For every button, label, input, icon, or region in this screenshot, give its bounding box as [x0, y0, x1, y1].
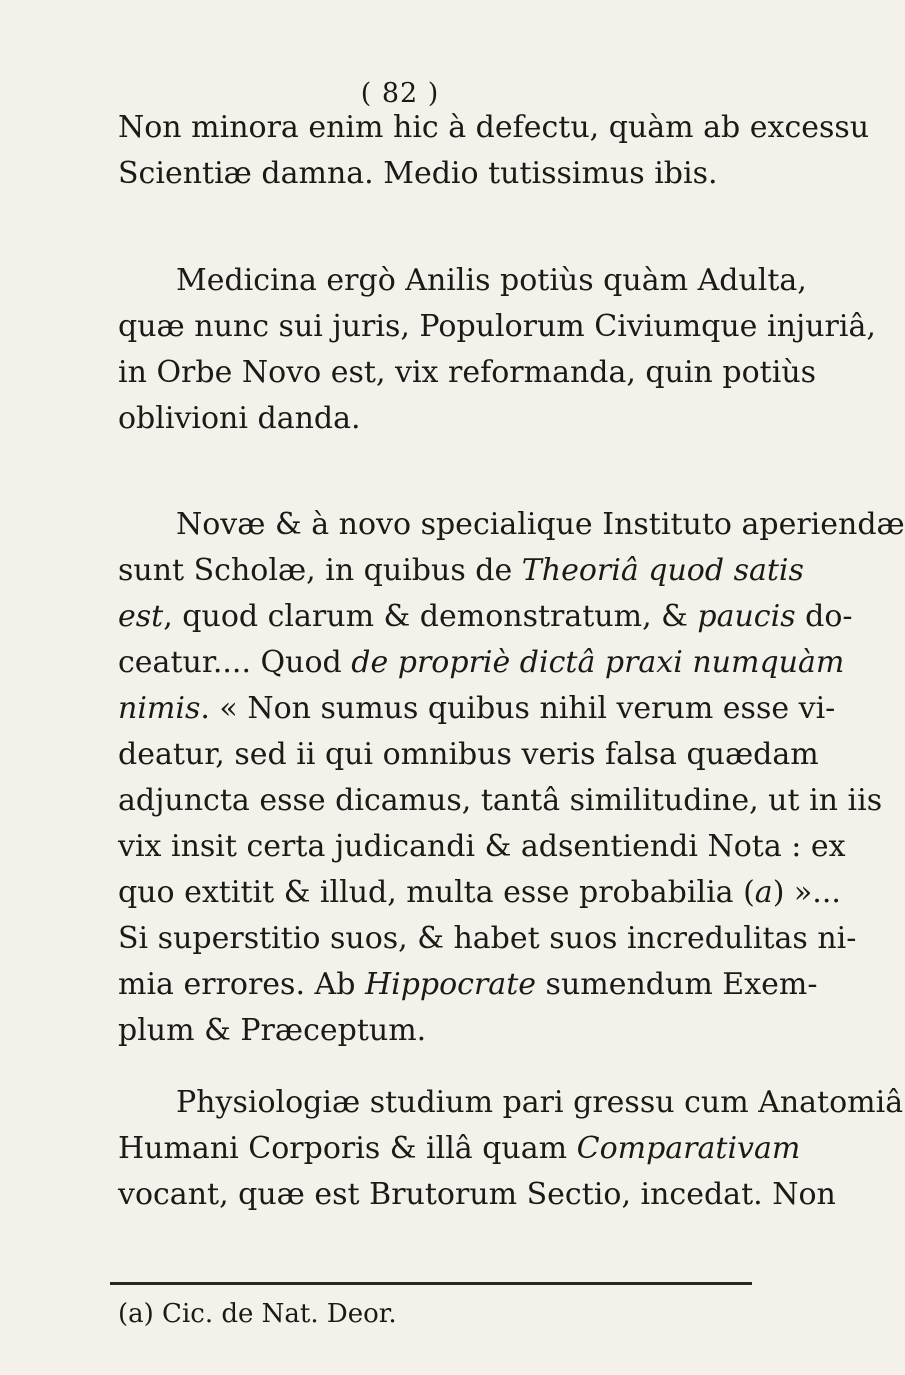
italic-text: est [118, 599, 164, 634]
paragraph-1 [118, 105, 870, 197]
text-line: Si superstitio suos, & habet suos incredulitas ni- [118, 921, 857, 956]
text-line: mia errores. Ab Hippocrate sumendum Exem- [118, 967, 818, 1002]
footnote: (a) Cic. de Nat. Deor. [118, 1299, 397, 1329]
text-line: sunt Scholæ, in quibus de Theoriâ quod satis [118, 553, 804, 588]
text-line: Humani Corporis & illâ quam Comparativam [118, 1131, 801, 1166]
text-line: plum & Præceptum. [118, 1013, 427, 1048]
italic-text: de propriè dictâ praxi numquàm [351, 645, 845, 680]
italic-text: Comparativam [576, 1131, 801, 1166]
italic-text: Theoriâ quod satis [521, 553, 804, 588]
italic-text: a [754, 875, 773, 910]
footnote-rule [110, 1282, 752, 1285]
text-line: Physiologiæ studium pari gressu cum Anatomiâ [176, 1085, 904, 1120]
page-number: ( 82 ) [360, 78, 440, 109]
paragraph-2 [118, 258, 876, 442]
paragraph-3 [118, 502, 905, 1054]
text-line: Non minora enim hic à defectu, quàm ab excessu [118, 110, 870, 145]
italic-text: Hippocrate [364, 967, 537, 1002]
paragraph-4 [118, 1080, 904, 1218]
text-line: quo extitit & illud, multa esse probabilia (a) »... [118, 875, 841, 910]
italic-text: nimis [118, 691, 201, 726]
text-line: deatur, sed ii qui omnibus veris falsa quædam [118, 737, 819, 772]
text-line: vix insit certa judicandi & adsentiendi Nota : ex [118, 829, 846, 864]
text-line: est, quod clarum & demonstratum, & paucis do- [118, 599, 853, 634]
text-line: quæ nunc sui juris, Populorum Civiumque injuriâ, [118, 309, 876, 344]
text-line: Scientiæ damna. Medio tutissimus ibis. [118, 156, 718, 191]
text-line: ceatur.... Quod de propriè dictâ praxi numquàm [118, 645, 845, 680]
text-line: Medicina ergò Anilis potiùs quàm Adulta, [176, 263, 807, 298]
text-line: nimis. « Non sumus quibus nihil verum esse vi- [118, 691, 836, 726]
text-line: vocant, quæ est Brutorum Sectio, incedat. Non [118, 1177, 836, 1212]
text-line: oblivioni danda. [118, 401, 361, 436]
text-line: in Orbe Novo est, vix reformanda, quin potiùs [118, 355, 817, 390]
text-line: adjuncta esse dicamus, tantâ similitudine, ut in iis [118, 783, 883, 818]
italic-text: paucis [697, 599, 796, 634]
text-line: Novæ & à novo specialique Instituto aperiendæ [176, 507, 905, 542]
